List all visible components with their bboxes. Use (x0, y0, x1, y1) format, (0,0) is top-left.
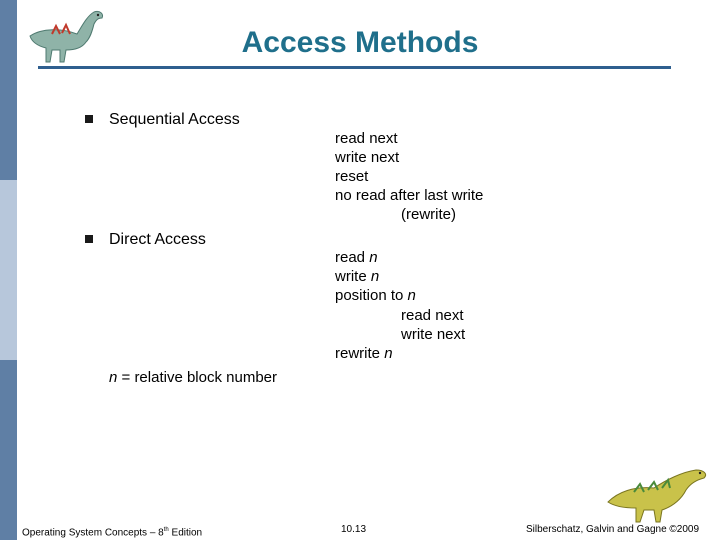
direct-op-write-next: write next (401, 326, 466, 343)
bullet-square-icon (85, 115, 93, 123)
seq-op-write-next: write next (335, 149, 400, 166)
relative-block-note: n = relative block number (109, 369, 278, 386)
dinosaur-decoration-icon (604, 462, 714, 524)
left-accent-bar-bottom (0, 360, 17, 540)
slide-title: Access Methods (241, 26, 479, 59)
seq-op-reset: reset (335, 168, 369, 185)
seq-op-rewrite: (rewrite) (401, 206, 456, 223)
seq-op-no-read-after-write: no read after last write (335, 187, 484, 204)
sequential-access-heading: Sequential Access (109, 111, 240, 128)
footer-page-number: 10.13 (341, 524, 367, 535)
direct-op-read-n: read n (335, 249, 378, 266)
seq-op-read-next: read next (335, 130, 398, 147)
direct-op-rewrite-n: rewrite n (335, 345, 393, 362)
left-accent-bar-middle (0, 180, 17, 360)
footer-book-title: Operating System Concepts – 8th Edition (22, 527, 203, 539)
direct-op-position-to-n: position to n (335, 287, 416, 304)
direct-access-heading: Direct Access (109, 231, 206, 248)
bullet-square-icon (85, 235, 93, 243)
direct-op-write-n: write n (335, 268, 380, 285)
footer-authors: Silberschatz, Galvin and Gagne ©2009 (526, 524, 700, 535)
title-divider (38, 66, 671, 69)
direct-op-read-next: read next (401, 307, 464, 324)
